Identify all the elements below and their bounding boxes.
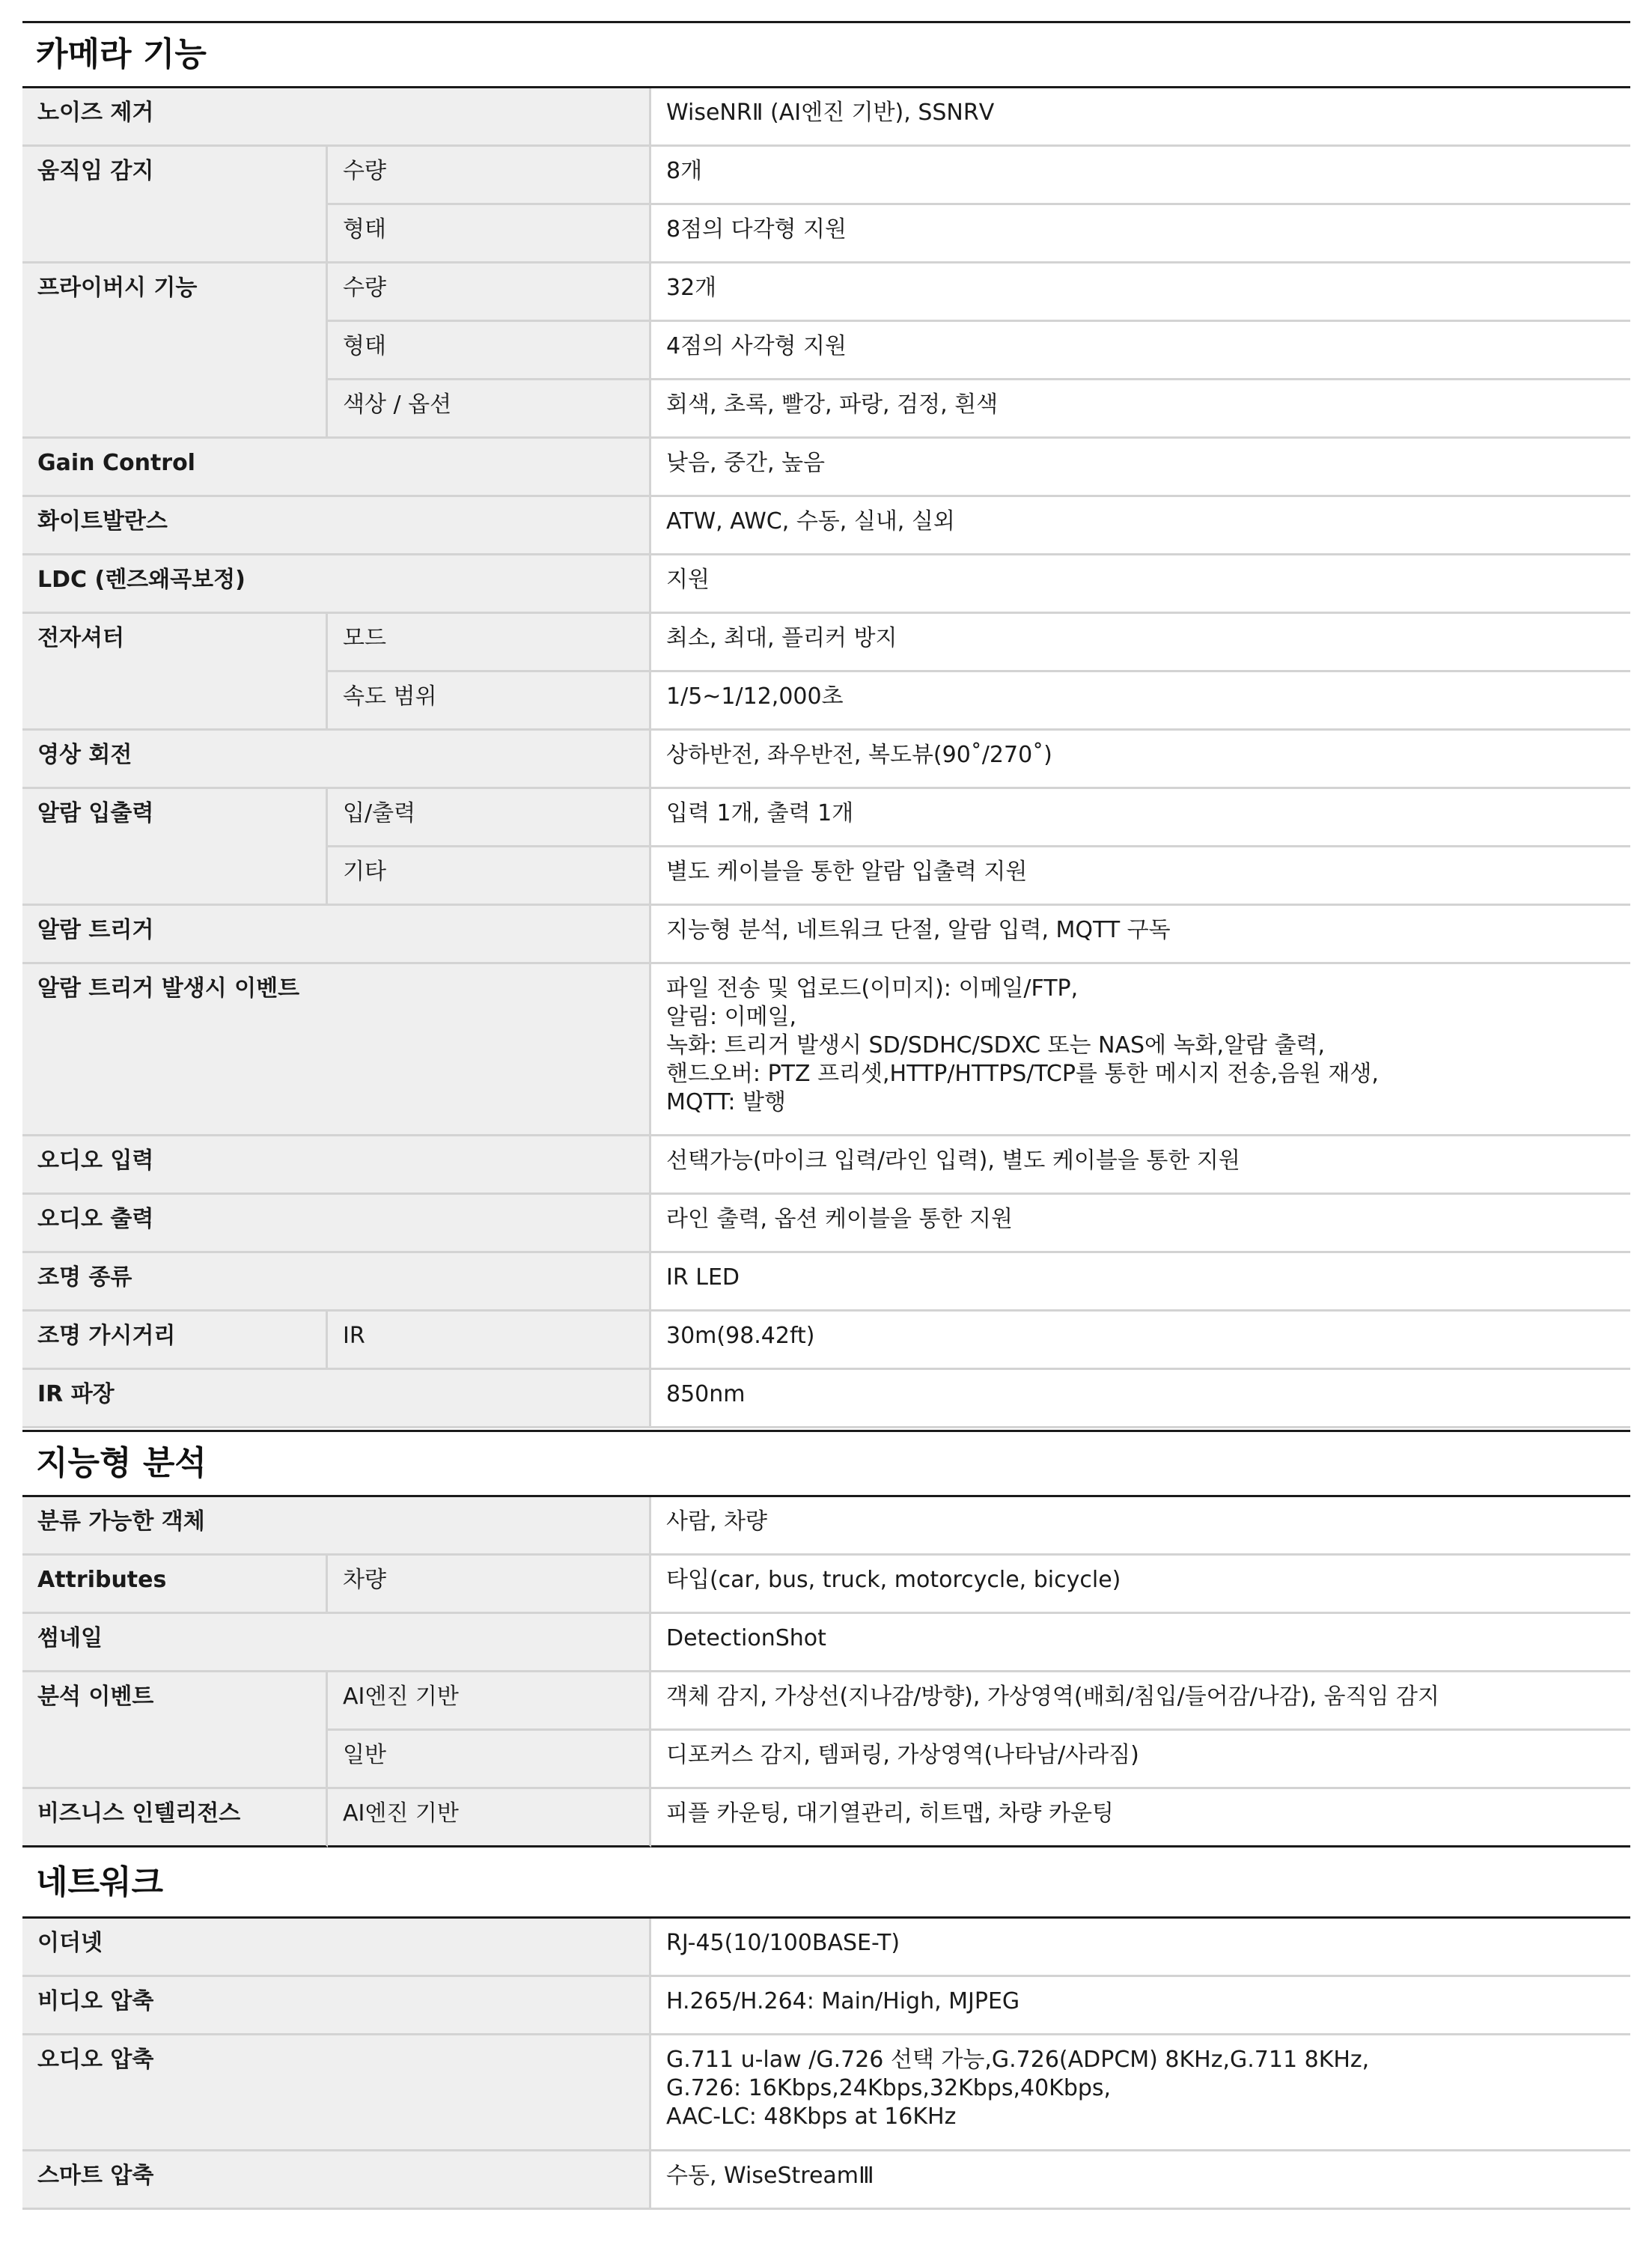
row-value: 지능형 분석, 네트워크 단절, 알람 입력, MQTT 구독 — [651, 906, 1630, 964]
row-label: Gain Control — [22, 439, 651, 497]
row-sublabel: 기타 — [328, 847, 651, 906]
row-value: 낮음, 중간, 높음 — [651, 439, 1630, 497]
row-value: H.265/H.264: Main/High, MJPEG — [651, 1977, 1630, 2035]
row-label: 노이즈 제거 — [22, 88, 651, 147]
row-value: 객체 감지, 가상선(지나감/방향), 가상영역(배회/침입/들어감/나감), 움직임 감지 — [651, 1672, 1630, 1731]
row-label: 비디오 압축 — [22, 1977, 651, 2035]
row-value: DetectionShot — [651, 1614, 1630, 1672]
row-label: 썸네일 — [22, 1614, 651, 1672]
row-label: 알람 입출력 — [22, 789, 328, 906]
row-sublabel: 색상 / 옵션 — [328, 380, 651, 439]
row-sublabel: 일반 — [328, 1731, 651, 1789]
row-label: 전자셔터 — [22, 614, 328, 731]
row-sublabel: 형태 — [328, 322, 651, 380]
spec-table — [22, 88, 1630, 1428]
row-label: 오디오 출력 — [22, 1195, 651, 1253]
row-value: 8점의 다각형 지원 — [651, 205, 1630, 264]
spec-table — [22, 1497, 1630, 1848]
row-sublabel: AI엔진 기반 — [328, 1789, 651, 1848]
row-value: 8개 — [651, 147, 1630, 205]
row-value: 피플 카운팅, 대기열관리, 히트맵, 차량 카운팅 — [651, 1789, 1630, 1848]
row-sublabel: 차량 — [328, 1556, 651, 1614]
row-value: 수동, WiseStreamⅢ — [651, 2151, 1630, 2210]
row-value: 30m(98.42ft) — [651, 1312, 1630, 1370]
row-label: 분석 이벤트 — [22, 1672, 328, 1789]
row-label: 화이트발란스 — [22, 497, 651, 555]
row-sublabel: IR — [328, 1312, 651, 1370]
row-label: 조명 종류 — [22, 1253, 651, 1312]
row-sublabel: 입/출력 — [328, 789, 651, 847]
row-value: 디포커스 감지, 템퍼링, 가상영역(나타남/사라짐) — [651, 1731, 1630, 1789]
row-label: 알람 트리거 — [22, 906, 651, 964]
row-value: 회색, 초록, 빨강, 파랑, 검정, 흰색 — [651, 380, 1630, 439]
row-value: 32개 — [651, 264, 1630, 322]
row-sublabel: 수량 — [328, 147, 651, 205]
row-value: ATW, AWC, 수동, 실내, 실외 — [651, 497, 1630, 555]
row-value: 지원 — [651, 555, 1630, 614]
row-value: G.711 u-law /G.726 선택 가능,G.726(ADPCM) 8KHz,G.711 8KHz, G.726: 16Kbps,24Kbps,32Kbps,40Kbps, AAC-LC: 48Kbps at 16KHz — [651, 2035, 1630, 2151]
row-label: 비즈니스 인텔리전스 — [22, 1789, 328, 1848]
row-value: 850nm — [651, 1370, 1630, 1428]
row-label: 스마트 압축 — [22, 2151, 651, 2210]
row-label: 오디오 압축 — [22, 2035, 651, 2151]
row-label: IR 파장 — [22, 1370, 651, 1428]
section-title: 카메라 기능 — [22, 21, 1630, 88]
row-value: 입력 1개, 출력 1개 — [651, 789, 1630, 847]
section-network — [22, 1851, 1630, 2210]
row-label: 조명 가시거리 — [22, 1312, 328, 1370]
row-value: 상하반전, 좌우반전, 복도뷰(90˚/270˚) — [651, 731, 1630, 789]
row-label: 분류 가능한 객체 — [22, 1497, 651, 1556]
row-value: RJ-45(10/100BASE-T) — [651, 1919, 1630, 1977]
row-value: IR LED — [651, 1253, 1630, 1312]
row-value: 파일 전송 및 업로드(이미지): 이메일/FTP, 알림: 이메일, 녹화: 트리거 발생시 SD/SDHC/SDXC 또는 NAS에 녹화,알람 출력, 핸드오버: PTZ 프리셋,HTTP/HTTPS/TCP를 통한 메시지 전송,음원 재생, MQTT: 발행 — [651, 964, 1630, 1136]
row-label: Attributes — [22, 1556, 328, 1614]
row-sublabel: 수량 — [328, 264, 651, 322]
row-label: 이더넷 — [22, 1919, 651, 1977]
row-sublabel: 속도 범위 — [328, 672, 651, 731]
row-label: 오디오 입력 — [22, 1136, 651, 1195]
row-value: 타입(car, bus, truck, motorcycle, bicycle) — [651, 1556, 1630, 1614]
row-value: WiseNRⅡ (AI엔진 기반), SSNRⅤ — [651, 88, 1630, 147]
row-value: 선택가능(마이크 입력/라인 입력), 별도 케이블을 통한 지원 — [651, 1136, 1630, 1195]
row-label: 프라이버시 기능 — [22, 264, 328, 439]
row-value: 1/5~1/12,000초 — [651, 672, 1630, 731]
section-intelligent-analytics — [22, 1430, 1630, 1848]
section-camera-features — [22, 21, 1630, 1428]
section-title: 지능형 분석 — [22, 1430, 1630, 1497]
spec-table — [22, 1919, 1630, 2210]
row-sublabel: 모드 — [328, 614, 651, 672]
row-label: LDC (렌즈왜곡보정) — [22, 555, 651, 614]
row-label: 알람 트리거 발생시 이벤트 — [22, 964, 651, 1136]
row-value: 라인 출력, 옵션 케이블을 통한 지원 — [651, 1195, 1630, 1253]
row-sublabel: 형태 — [328, 205, 651, 264]
row-value: 사람, 차량 — [651, 1497, 1630, 1556]
row-label: 영상 회전 — [22, 731, 651, 789]
section-title: 네트워크 — [22, 1851, 1630, 1919]
row-sublabel: AI엔진 기반 — [328, 1672, 651, 1731]
row-value: 별도 케이블을 통한 알람 입출력 지원 — [651, 847, 1630, 906]
row-value: 최소, 최대, 플리커 방지 — [651, 614, 1630, 672]
row-label: 움직임 감지 — [22, 147, 328, 264]
row-value: 4점의 사각형 지원 — [651, 322, 1630, 380]
